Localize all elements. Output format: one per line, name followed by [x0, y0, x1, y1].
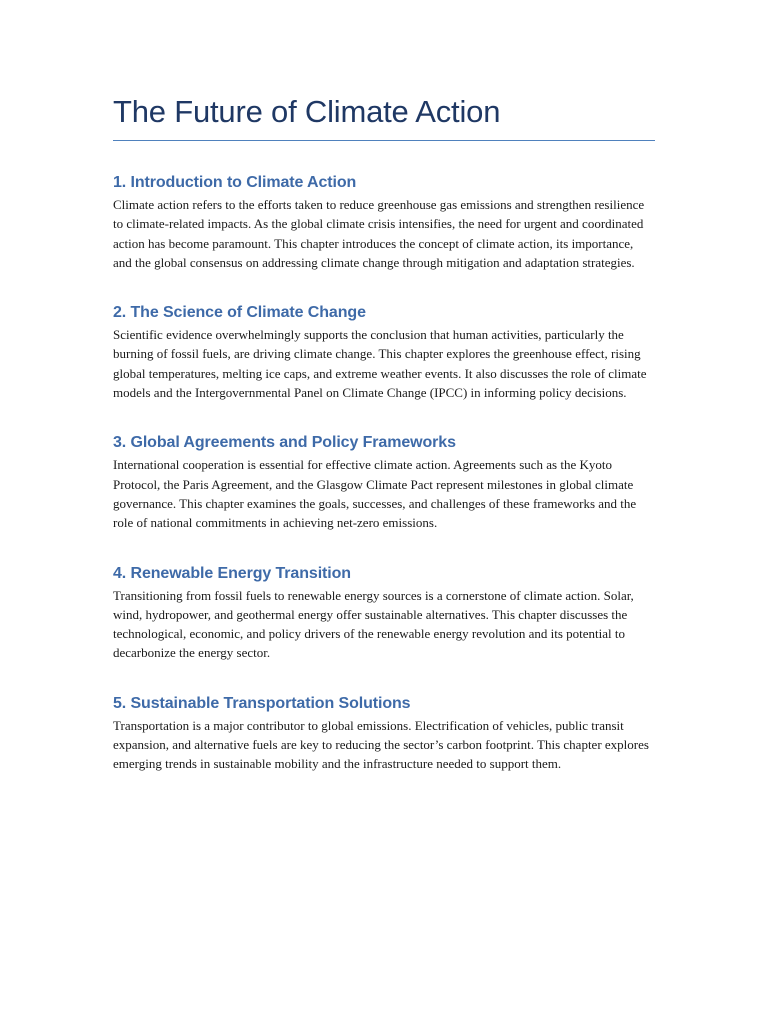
- section-transportation: [113, 694, 655, 774]
- section-renewable-energy: [113, 564, 655, 663]
- section-introduction: [113, 173, 655, 272]
- section-heading: 2. The Science of Climate Change: [113, 304, 366, 322]
- section-heading: 3. Global Agreements and Policy Frameworks: [113, 434, 456, 452]
- section-heading: 1. Introduction to Climate Action: [113, 174, 357, 191]
- section-body: Climate action refers to the efforts taken to reduce greenhouse gas emissions and strengthen resilience to climate-related impacts. As the global climate crisis intensifies, the need for urgent and coordinated action has become paramount. This chapter introduces the concept of climate action, its importance, and the global consensus on addressing climate change through mitigation and adaptation strategies.: [113, 197, 645, 270]
- section-heading: 5. Sustainable Transportation Solutions: [113, 694, 411, 712]
- section-body: International cooperation is essential for effective climate action. Agreements such as the Kyoto Protocol, the Paris Agreement, and the Glasgow Climate Pact represent milestones in global climate governance. This chapter examines the goals, successes, and challenges of these frameworks and the role of national commitments in achieving net-zero emissions.: [113, 457, 637, 531]
- section-body: Transitioning from fossil fuels to renewable energy sources is a cornerstone of climate action. Solar, wind, hydropower, and geothermal energy offer sustainable alternatives. This chapter discusses the technological, economic, and policy drivers of the renewable energy revolution and its potential to decarbonize the energy sector.: [113, 587, 634, 661]
- section-body: Scientific evidence overwhelmingly supports the conclusion that human activities, particularly the burning of fossil fuels, are driving climate change. This chapter explores the greenhouse effect, rising global temperatures, melting ice caps, and extreme weather events. It also discusses the role of climate models and the Intergovernmental Panel on Climate Change (IPCC) in informing policy decisions.: [113, 327, 647, 401]
- section-heading: 4. Renewable Energy Transition: [113, 564, 351, 582]
- document-title: The Future of Climate Action: [113, 92, 655, 141]
- section-global-agreements: [113, 433, 655, 532]
- section-body: Transportation is a major contributor to global emissions. Electrification of vehicles, public transit expansion, and alternative fuels are key to reducing the sector’s carbon footprint. This chapter explores emerging trends in sustainable mobility and the infrastructure needed to support them.: [113, 717, 649, 772]
- document-page: [113, 92, 655, 774]
- section-science: [113, 303, 655, 402]
